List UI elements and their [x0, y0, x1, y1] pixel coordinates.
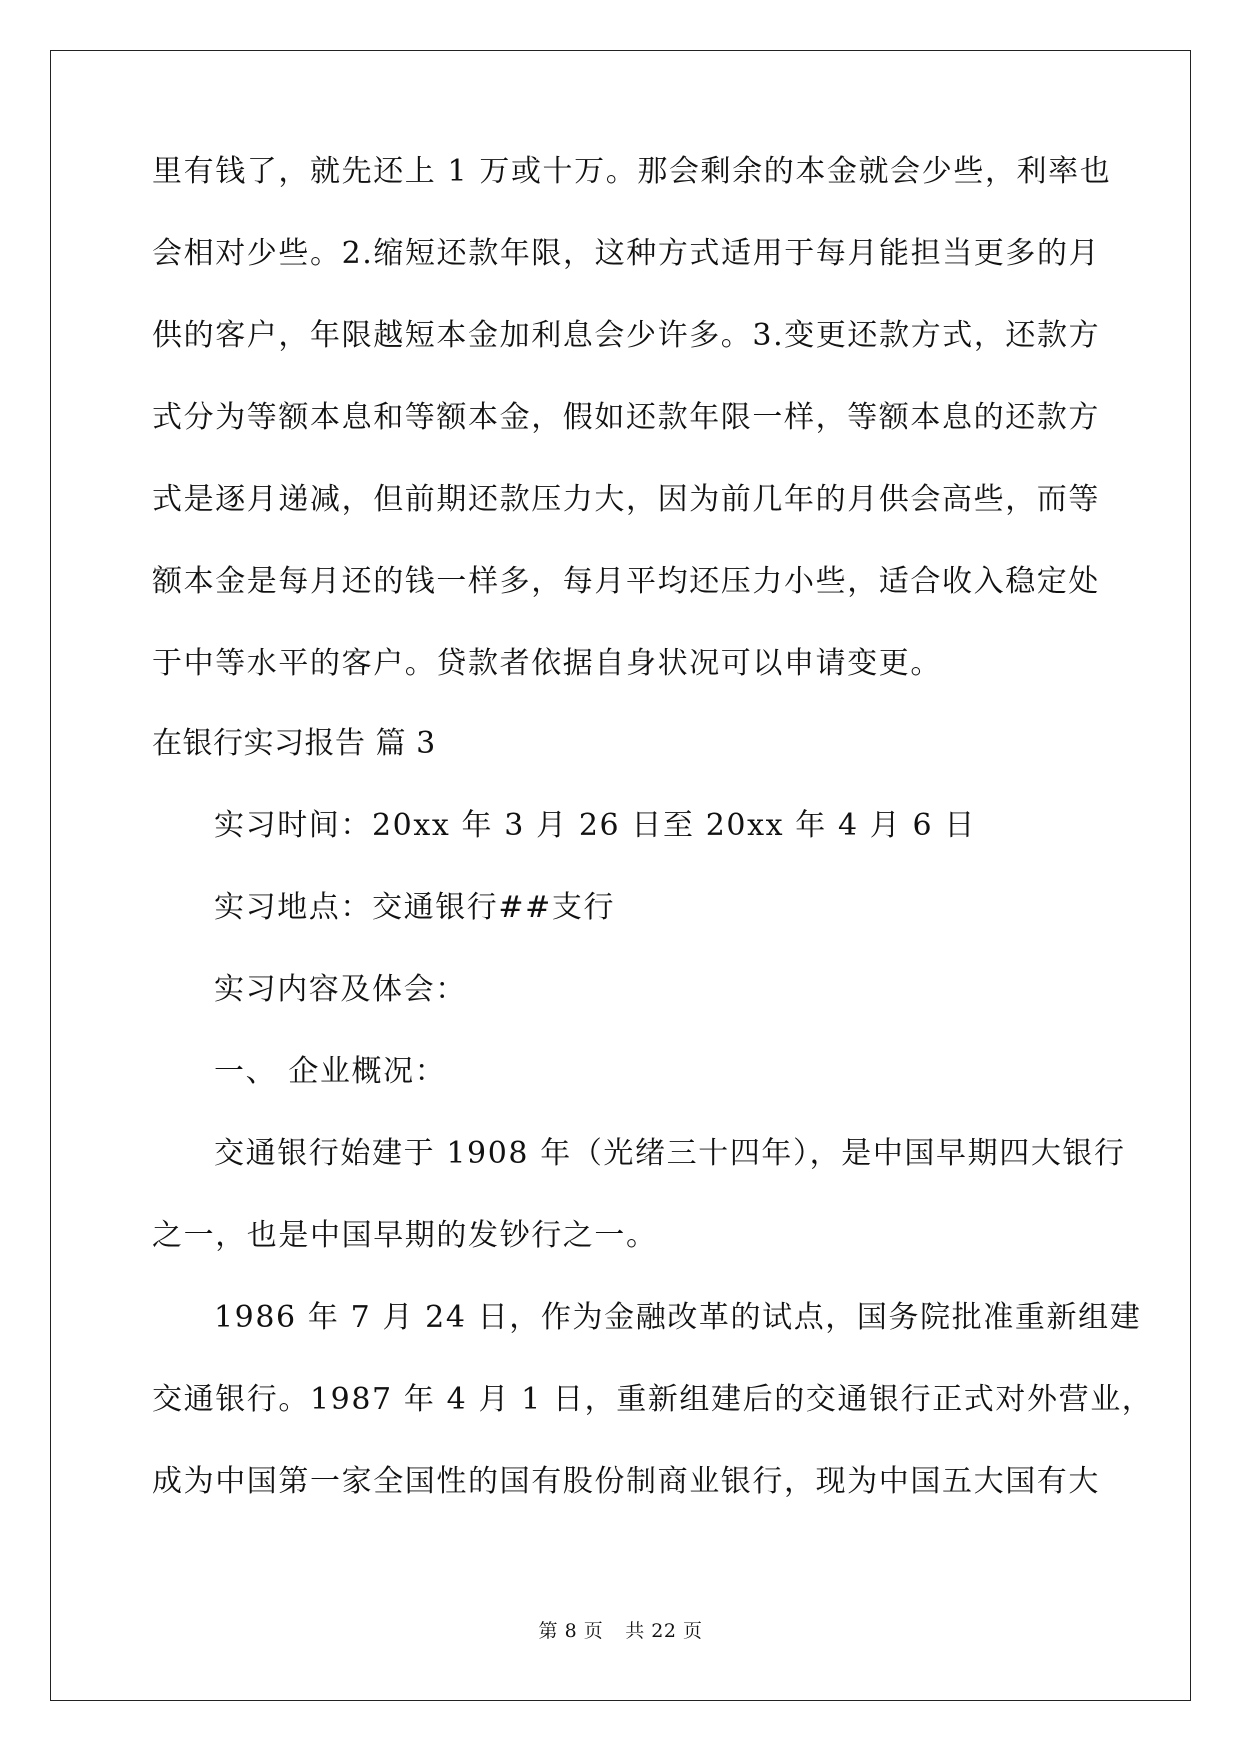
body-line-6: 额本金是每月还的钱一样多，每月平均还压力小些，适合收入稳定处 [152, 564, 1100, 599]
body-line-4: 式分为等额本息和等额本金，假如还款年限一样，等额本息的还款方 [152, 400, 1100, 435]
overview-heading: 一、 企业概况： [214, 1054, 447, 1089]
internship-location: 实习地点：交通银行##支行 [214, 890, 616, 925]
page-footer [0, 1619, 1241, 1643]
para2-line-2: 交通银行。1987 年 4 月 1 日，重新组建后的交通银行正式对外营业， [152, 1382, 1154, 1417]
page-number: 第 8 页 [538, 1620, 604, 1642]
body-line-3: 供的客户，年限越短本金加利息会少许多。3.变更还款方式，还款方 [152, 318, 1101, 353]
para2-line-1: 1986 年 7 月 24 日，作为金融改革的试点，国务院批准重新组建 [214, 1300, 1142, 1335]
section-heading: 在银行实习报告 篇 3 [152, 726, 436, 761]
para2-line-3: 成为中国第一家全国性的国有股份制商业银行，现为中国五大国有大 [152, 1464, 1100, 1499]
body-line-7: 于中等水平的客户。贷款者依据自身状况可以申请变更。 [152, 646, 942, 681]
body-line-2: 会相对少些。2.缩短还款年限，这种方式适用于每月能担当更多的月 [152, 236, 1101, 271]
para1-line-2: 之一，也是中国早期的发钞行之一。 [152, 1218, 658, 1253]
internship-time: 实习时间：20xx 年 3 月 26 日至 20xx 年 4 月 6 日 [214, 808, 976, 843]
internship-content-label: 实习内容及体会： [214, 972, 467, 1007]
body-line-5: 式是逐月递减，但前期还款压力大，因为前几年的月供会高些，而等 [152, 482, 1100, 517]
para1-line-1: 交通银行始建于 1908 年（光绪三十四年），是中国早期四大银行 [214, 1136, 1126, 1171]
page-total: 共 22 页 [625, 1620, 703, 1642]
body-line-1: 里有钱了，就先还上 1 万或十万。那会剩余的本金就会少些，利率也 [152, 154, 1112, 189]
page-border [50, 50, 1191, 1701]
